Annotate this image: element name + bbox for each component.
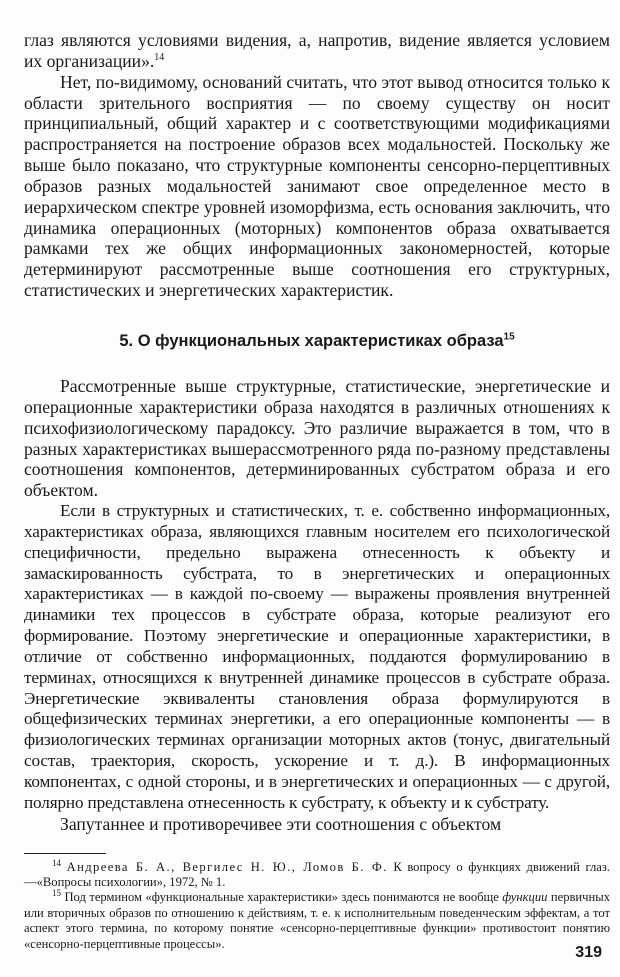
page-number: 319: [575, 944, 602, 961]
paragraph-structural: Если в структурных и статистических, т. е. собственно информационных, характеристиках образа, являющихся главным носителем его психологической специфичности, предельно выражена отнесенность к объекту и замаскированность субстрата, то в энергетических и операционных характеристиках — в каждой по-своему — выражены проявления внутренней динамики тех процессов в субстрате образа, которые реализуют его формирование. Поэтому энергетические и операционные характеристики, в отличие от собственно информационных, поддаются формулированию в терминах, относящихся к внутренней динамике процессов в субстрате образа. Энергетические эквиваленты становления образа формулируются в общефизических терминах энергетики, а его операционные компоненты — в физиологических терминах организации моторных актов (тонус, двигательный состав, траектория, скорость, ускорение и т. д.). В информационных компонентах, с одной стороны, и в энергетических и операционных — с другой, полярно представлена отнесенность к субстрату, к объекту и к субстрату.: [24, 501, 610, 812]
footnote-ref-14: 14: [154, 51, 165, 63]
footnote-14-mark: 14: [52, 857, 61, 868]
footnote-14-text: К вопросу о функциях движений глаз.—«Вопросы психологии», 1972, № 1.: [24, 859, 611, 889]
section-heading: [24, 331, 610, 351]
footnote-14: [24, 857, 611, 891]
footnote-15-text-a: Под термином «функциональные характеристики» здесь понимаются не вообще: [64, 890, 503, 905]
footnote-15-emphasis: функции: [502, 890, 548, 905]
page-body: [24, 30, 610, 952]
paragraph-continued-text: глаз являются условиями видения, а, напротив, видение является условием их организации».: [24, 30, 610, 71]
section-heading-text: 5. О функциональных характеристиках образа: [119, 331, 504, 350]
footnote-15: [24, 890, 610, 952]
paragraph-continued: [24, 30, 610, 72]
footnote-15-text-b: первичных или вторичных образов по отношению к действиям, т. е. к исполнительным поведенческим эффектам, а тот аспект этого термина, по которому понятие «сенсорно-перцептивные функции» противостоит понятию «сенсорно-перцептивные процессы».: [24, 890, 611, 951]
paragraph-tangled: Запутаннее и противоречивее эти соотношения с объектом: [60, 813, 502, 834]
footnote-15-mark: 15: [52, 888, 61, 899]
footnote-14-authors: Андреева Б. А., Вергилес Н. Ю., Ломов Б. Ф.: [66, 859, 388, 874]
paragraph-characteristics: Рассмотренные выше структурные, статистические, энергетические и операционные характеристики образа находятся в различных отношениях к психофизиологическому парадоксу. Это различие выражается в том, что в разных характеристиках вышерассмотренного ряда по-разному представлены соотношения компонентов, детерминированных субстратом образа и его объектом.: [24, 375, 610, 501]
footnote-divider: [24, 853, 106, 854]
paragraph-modalities: Нет, по-видимому, оснований считать, что этот вывод относится только к области зрительного восприятия — по своему существу он носит принципиальный, общий характер и с соответствующими модификациями распространяется на построение образов всех модальностей. Поскольку же выше было показано, что структурные компоненты сенсорно-перцептивных образов разных модальностей занимают свое определенное место в иерархическом спектре уровней изоморфизма, есть основания заключить, что динамика операционных (моторных) компонентов образа охватывается рамками тех же общих информационных закономерностей, которые детерминируют рассмотренные выше соотношения его структурных, статистических и энергетических характеристик.: [24, 71, 610, 301]
footnote-ref-15: 15: [503, 331, 515, 343]
